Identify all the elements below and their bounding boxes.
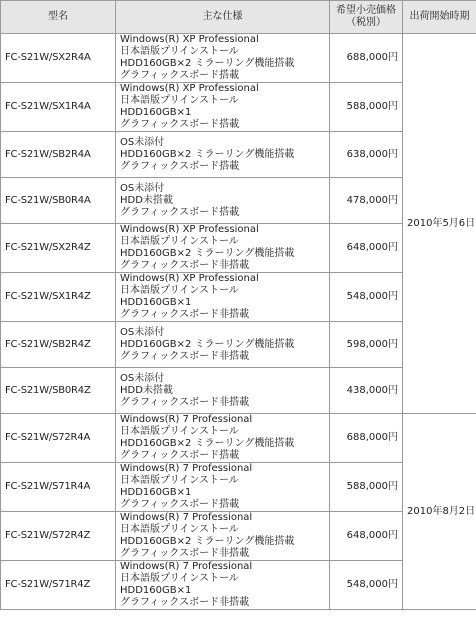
spec-line: OS未添付 <box>120 372 165 384</box>
price-cell: 688,000円 <box>330 34 403 83</box>
price-cell: 598,000円 <box>330 322 403 368</box>
spec-line: グラフィックスボード搭載 <box>120 206 240 218</box>
spec-line: 日本語版プリインストール <box>120 524 239 535</box>
table-row <box>1 414 476 463</box>
table-row <box>1 34 476 83</box>
spec-cell <box>116 463 330 512</box>
spec-line: OS未添付 <box>120 182 165 194</box>
spec-line: Windows(R) XP Professional <box>120 83 259 94</box>
price-cell: 648,000円 <box>330 512 403 561</box>
spec-line: 日本語版プリインストール <box>120 95 239 106</box>
spec-line: グラフィックスボード非搭載 <box>120 350 250 362</box>
spec-line: HDD160GB×2 ミラーリング機能搭載 <box>120 536 295 547</box>
model-cell: FC-S21W/SX2R4Z <box>1 224 116 273</box>
ship-date-cell: 2010年5月6日 <box>403 34 476 414</box>
spec-line: HDD160GB×2 ミラーリング機能搭載 <box>120 338 295 350</box>
spec-line: 日本語版プリインストール <box>120 236 239 247</box>
spec-line: グラフィックスボード非搭載 <box>120 309 250 320</box>
price-cell: 548,000円 <box>330 273 403 322</box>
spec-line: HDD160GB×1 <box>120 297 192 308</box>
spec-line: グラフィックスボード搭載 <box>120 450 240 461</box>
spec-line: Windows(R) XP Professional <box>120 224 259 235</box>
spec-line: グラフィックスボード搭載 <box>120 119 240 130</box>
price-cell: 688,000円 <box>330 414 403 463</box>
model-cell: FC-S21W/SB0R4A <box>1 178 116 224</box>
price-cell: 588,000円 <box>330 463 403 512</box>
spec-cell <box>116 132 330 178</box>
spec-cell <box>116 512 330 561</box>
spec-cell <box>116 561 330 610</box>
ship-date-cell: 2010年8月2日 <box>403 414 476 610</box>
spec-line: グラフィックスボード搭載 <box>120 499 240 510</box>
spec-cell <box>116 83 330 132</box>
spec-line: グラフィックスボード非搭載 <box>120 260 250 271</box>
model-cell: FC-S21W/S71R4A <box>1 463 116 512</box>
spec-line: 日本語版プリインストール <box>120 285 239 296</box>
spec-line: Windows(R) XP Professional <box>120 273 259 284</box>
header-price: 希望小売価格 （税別） <box>330 1 403 34</box>
spec-line: グラフィックスボード非搭載 <box>120 597 250 608</box>
model-cell: FC-S21W/SX2R4A <box>1 34 116 83</box>
price-cell: 548,000円 <box>330 561 403 610</box>
model-cell: FC-S21W/SX1R4A <box>1 83 116 132</box>
spec-cell <box>116 414 330 463</box>
price-cell: 438,000円 <box>330 368 403 414</box>
price-cell: 588,000円 <box>330 83 403 132</box>
spec-line: HDD160GB×1 <box>120 585 192 596</box>
spec-line: Windows(R) 7 Professional <box>120 414 253 425</box>
spec-cell <box>116 368 330 414</box>
spec-line: グラフィックスボード非搭載 <box>120 548 250 559</box>
spec-cell <box>116 322 330 368</box>
model-cell: FC-S21W/SB2R4A <box>1 132 116 178</box>
spec-line: グラフィックスボード非搭載 <box>120 396 250 408</box>
spec-line: HDD160GB×1 <box>120 487 192 498</box>
model-cell: FC-S21W/SX1R4Z <box>1 273 116 322</box>
model-cell: FC-S21W/SB2R4Z <box>1 322 116 368</box>
spec-line: HDD160GB×2 ミラーリング機能搭載 <box>120 248 295 259</box>
spec-line: HDD未搭載 <box>120 194 173 206</box>
spec-line: Windows(R) XP Professional <box>120 34 259 45</box>
header-date: 出荷開始時期 <box>403 1 476 34</box>
spec-cell <box>116 178 330 224</box>
spec-line: グラフィックスボード搭載 <box>120 70 240 81</box>
spec-cell <box>116 34 330 83</box>
table-body <box>1 34 476 610</box>
spec-line: OS未添付 <box>120 136 165 148</box>
spec-line: 日本語版プリインストール <box>120 573 239 584</box>
spec-cell <box>116 273 330 322</box>
spec-line: HDD未搭載 <box>120 384 173 396</box>
spec-line: Windows(R) 7 Professional <box>120 512 253 523</box>
model-cell: FC-S21W/S72R4A <box>1 414 116 463</box>
price-cell: 478,000円 <box>330 178 403 224</box>
header-spec: 主な仕様 <box>116 1 330 34</box>
price-cell: 648,000円 <box>330 224 403 273</box>
spec-line: HDD160GB×1 <box>120 107 192 118</box>
price-cell: 638,000円 <box>330 132 403 178</box>
spec-line: HDD160GB×2 ミラーリング機能搭載 <box>120 58 295 69</box>
spec-line: HDD160GB×2 ミラーリング機能搭載 <box>120 148 295 160</box>
header-model: 型名 <box>1 1 116 34</box>
spec-line: Windows(R) 7 Professional <box>120 561 253 572</box>
spec-cell <box>116 224 330 273</box>
header-row <box>1 1 476 34</box>
spec-line: 日本語版プリインストール <box>120 475 239 486</box>
spec-line: Windows(R) 7 Professional <box>120 463 253 474</box>
spec-line: OS未添付 <box>120 326 165 338</box>
spec-line: グラフィックスボード搭載 <box>120 160 240 172</box>
spec-line: 日本語版プリインストール <box>120 46 239 57</box>
spec-line: 日本語版プリインストール <box>120 426 239 437</box>
spec-line: HDD160GB×2 ミラーリング機能搭載 <box>120 438 295 449</box>
model-cell: FC-S21W/SB0R4Z <box>1 368 116 414</box>
model-cell: FC-S21W/S72R4Z <box>1 512 116 561</box>
model-cell: FC-S21W/S71R4Z <box>1 561 116 610</box>
